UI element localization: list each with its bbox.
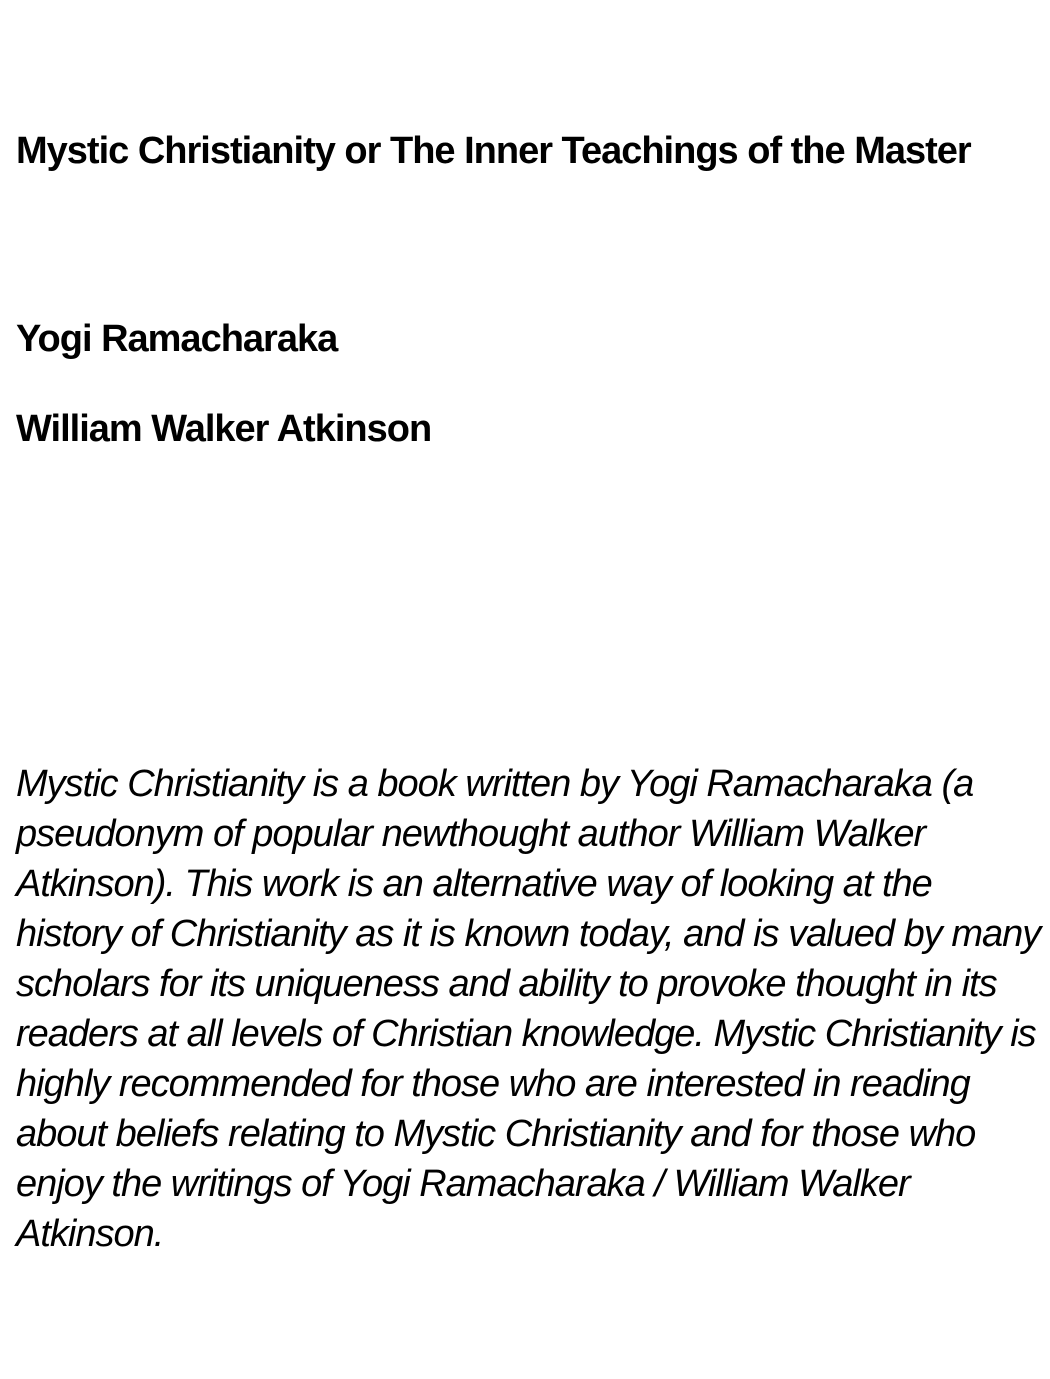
book-title: Mystic Christianity or The Inner Teachings of the Master <box>16 130 971 172</box>
author-real-name: William Walker Atkinson <box>16 408 432 450</box>
book-description: Mystic Christianity is a book written by Yogi Ramacharaka (a pseudonym of popular newthought author William Walker Atkinson). This work is an alternative way of looking at the history of Christianity as it is known today, and is valued by many scholars for its uniqueness and ability to provoke thought in its readers at all levels of Christian knowledge. Mystic Christianity is highly recommended for those who are interested in reading about beliefs relating to Mystic Christianity and for those who enjoy the writings of Yogi Ramacharaka / William Walker Atkinson. <box>16 763 1041 1255</box>
author-pseudonym: Yogi Ramacharaka <box>16 318 338 360</box>
